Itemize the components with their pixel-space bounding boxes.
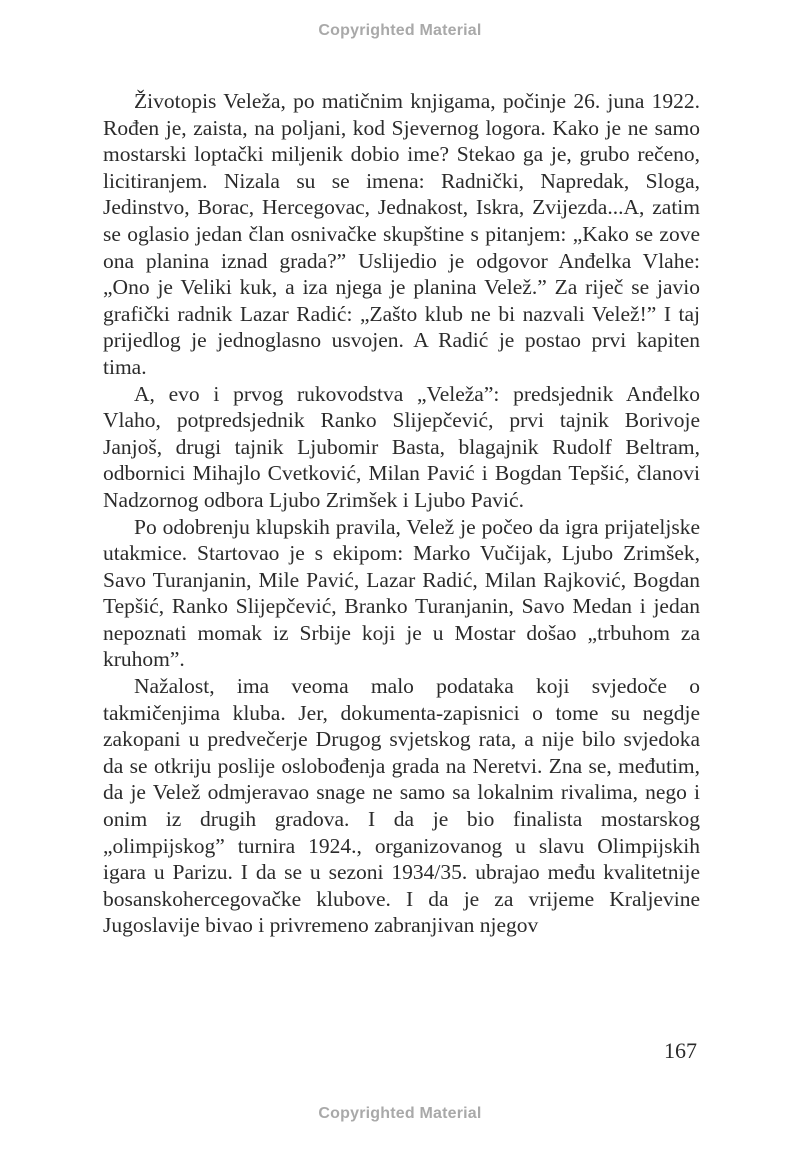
- watermark-bottom: Copyrighted Material: [318, 1105, 482, 1122]
- page-number: 167: [664, 1038, 697, 1063]
- paragraph: Nažalost, ima veoma malo podataka koji svjedoče o takmičenjima kluba. Jer, dokumenta-zapisnici o tome su negdje zakopani u predvečerje Drugog svjetskog rata, a nije bilo svjedoka da se otkriju poslije oslobođenja grada na Neretvi. Zna se, međutim, da je Velež odmjeravao snage ne samo sa lokalnim rivalima, nego i onim iz drugih gradova. I da je bio finalista mostarskog „olimpijskog” turnira 1924., organizovanog u slavu Olimpijskih igara u Parizu. I da se u sezoni 1934/35. ubrajao među kvalitetnije bosanskohercegovačke klubove. I da je za vrijeme Kraljevine Jugoslavije bivao i privremeno zabranjivan njegov: [103, 674, 700, 938]
- paragraph: A, evo i prvog rukovodstva „Veleža”: predsjednik Anđelko Vlaho, potpredsjednik Ranko Slijepčević, prvi tajnik Borivoje Janjoš, drugi tajnik Ljubomir Basta, blagajnik Rudolf Beltram, odbornici Mihajlo Cvetković, Milan Pavić i Bogdan Tepšić, članovi Nadzornog odbora Ljubo Zrimšek i Ljubo Pavić.: [103, 381, 700, 512]
- watermark-top: Copyrighted Material: [318, 22, 482, 39]
- page-body: [103, 88, 700, 939]
- paragraph: Životopis Veleža, po matičnim knjigama, počinje 26. juna 1922. Rođen je, zaista, na poljani, kod Sjevernog logora. Kako je ne samo mostarski loptački miljenik dobio ime? Stekao ga je, grubo rečeno, licitiranjem. Nizala su se imena: Radnički, Napredak, Sloga, Jedinstvo, Borac, Hercegovac, Jednakost, Iskra, Zvijezda...A, zatim se oglasio jedan član osnivačke skupštine s pitanjem: „Kako se zove ona planina iznad grada?” Uslijedio je odgovor Anđelka Vlahe: „Ono je Veliki kuk, a iza njega je planina Velež.” Za riječ se javio grafički radnik Lazar Radić: „Zašto klub ne bi nazvali Velež!” I taj prijedlog je jednoglasno usvojen. A Radić je postao prvi kapiten tima.: [103, 89, 700, 379]
- paragraph: Po odobrenju klupskih pravila, Velež je počeo da igra prijateljske utakmice. Startovao je s ekipom: Marko Vučijak, Ljubo Zrimšek, Savo Turanjanin, Mile Pavić, Lazar Radić, Milan Rajković, Bogdan Tepšić, Ranko Slijepčević, Branko Turanjanin, Savo Medan i jedan nepoznati momak iz Srbije koji je u Mostar došao „trbuhom za kruhom”.: [103, 514, 700, 672]
